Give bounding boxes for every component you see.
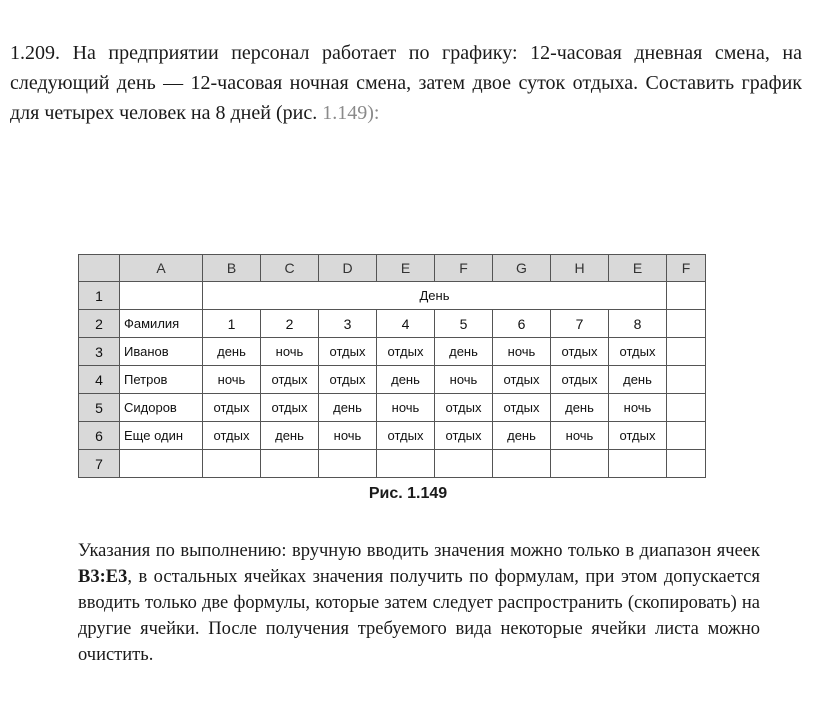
shift-cell: отдых [377,422,435,450]
shift-cell [261,450,319,478]
sheet-row [79,422,706,450]
name-cell [120,450,203,478]
name-cell: Еще один [120,422,203,450]
shift-cell: отдых [319,338,377,366]
shift-cell [319,450,377,478]
shift-cell: отдых [435,422,493,450]
shift-cell [203,450,261,478]
row-number: 7 [79,450,120,478]
column-header: B [203,255,261,282]
corner-cell [79,255,120,282]
shift-cell: ночь [319,422,377,450]
name-cell: Петров [120,366,203,394]
shift-cell [377,450,435,478]
day-number-cell: 3 [319,310,377,338]
shift-cell: отдых [261,394,319,422]
figure-caption: Рис. 1.149 [368,485,448,502]
empty-cell [667,450,706,478]
empty-cell [667,338,706,366]
day-number-cell: 6 [493,310,551,338]
sheet-row [79,310,706,338]
shift-cell: отдых [493,366,551,394]
problem-statement [10,38,802,128]
row-number: 5 [79,394,120,422]
day-number-cell: 7 [551,310,609,338]
shift-cell: отдых [377,338,435,366]
row-number: 1 [79,282,120,310]
column-header: E [609,255,667,282]
shift-cell: день [493,422,551,450]
column-header: D [319,255,377,282]
column-header: A [120,255,203,282]
day-number-cell: 4 [377,310,435,338]
shift-cell: отдых [435,394,493,422]
empty-cell [667,282,706,310]
instructions-range: B3:E3 [78,567,128,587]
column-header: F [435,255,493,282]
column-header-row [79,255,706,282]
name-cell [120,282,203,310]
shift-cell: день [319,394,377,422]
spreadsheet-figure [78,254,706,478]
sheet-row [79,282,706,310]
shift-cell: отдых [551,338,609,366]
column-header: F [667,255,706,282]
sheet-row [79,366,706,394]
day-number-cell: 8 [609,310,667,338]
row-number: 6 [79,422,120,450]
problem-number: 1.209. [10,42,60,64]
shift-cell [493,450,551,478]
shift-cell: ночь [551,422,609,450]
shift-cell [551,450,609,478]
shift-cell [435,450,493,478]
empty-cell [667,394,706,422]
shift-cell: день [261,422,319,450]
shift-cell: ночь [377,394,435,422]
name-cell: Иванов [120,338,203,366]
shift-cell: день [435,338,493,366]
column-header: C [261,255,319,282]
instructions-text-2: , в остальных ячейках значения получить по формулам, при этом допускается вводить только две формулы, которые затем следует распространить (скопировать) на другие ячейки. После получения требуемого вида некоторые ячейки листа можно очистить. [78,567,760,665]
empty-cell [667,310,706,338]
shift-cell: отдых [261,366,319,394]
shift-cell: ночь [203,366,261,394]
column-header: E [377,255,435,282]
name-cell: Фамилия [120,310,203,338]
shift-cell: ночь [261,338,319,366]
shift-cell: отдых [609,338,667,366]
shift-cell: день [609,366,667,394]
day-number-cell: 2 [261,310,319,338]
shift-cell: отдых [319,366,377,394]
shift-cell: ночь [435,366,493,394]
shift-cell [609,450,667,478]
empty-cell [667,366,706,394]
sheet-row [79,338,706,366]
column-header: H [551,255,609,282]
shift-cell: ночь [609,394,667,422]
instructions-paragraph [78,538,760,668]
day-number-cell: 1 [203,310,261,338]
sheet-row [79,394,706,422]
shift-cell: ночь [493,338,551,366]
shift-cell: отдых [203,394,261,422]
row-number: 3 [79,338,120,366]
day-number-cell: 5 [435,310,493,338]
shift-cell: день [203,338,261,366]
day-title-cell: День [203,282,667,310]
column-header: G [493,255,551,282]
empty-cell [667,422,706,450]
shift-cell: отдых [203,422,261,450]
shift-cell: отдых [609,422,667,450]
figure-reference: 1.149): [322,102,380,124]
shift-cell: день [377,366,435,394]
sheet-row [79,450,706,478]
row-number: 2 [79,310,120,338]
instructions-text-1: Указания по выполнению: вручную вводить значения можно только в диапазон ячеек [78,541,760,561]
problem-text: На предприятии персонал работает по графику: 12-часовая дневная смена, на следующий день — 12-часовая ночная смена, затем двое суток отдыха. Составить график для четырех человек на 8 дней (рис. [10,42,803,124]
shift-cell: день [551,394,609,422]
shift-cell: отдых [551,366,609,394]
shift-cell: отдых [493,394,551,422]
row-number: 4 [79,366,120,394]
name-cell: Сидоров [120,394,203,422]
